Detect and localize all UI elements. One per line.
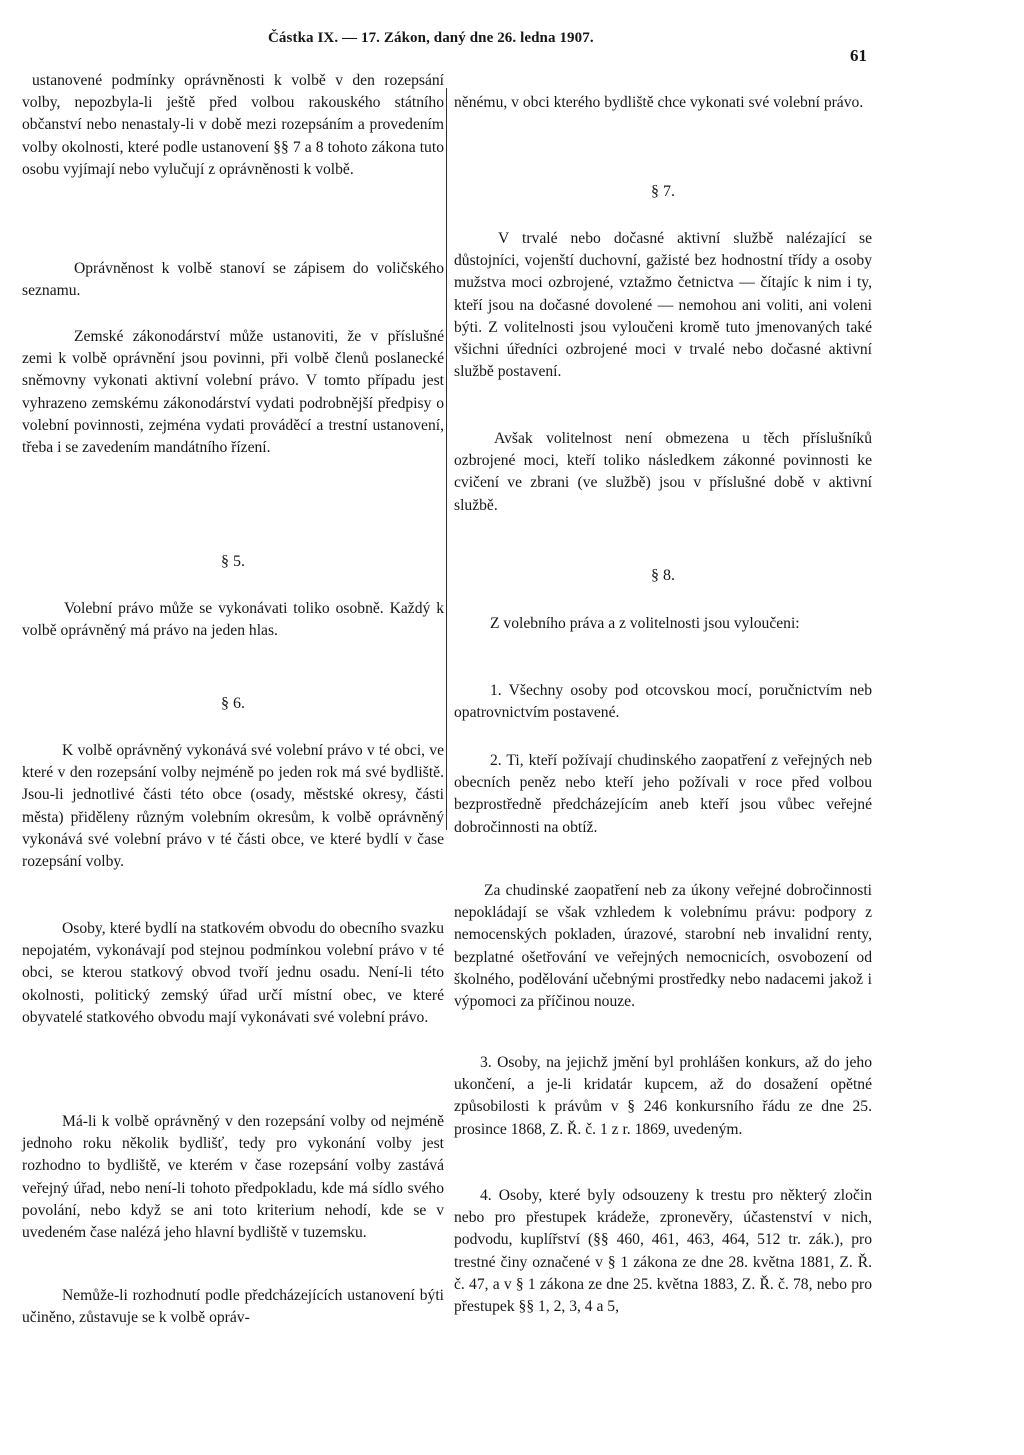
- paragraph: Volební právo může se vykonávati toliko osobně. Každý k volbě oprávněný má právo na jeden hlas.: [22, 600, 444, 640]
- paragraph: Nemůže-li rozhodnutí podle předcházejících ustanovení býti učiněno, zůstavuje se k volbě opráv-: [22, 1287, 444, 1327]
- paragraph: Z volebního práva a z volitelnosti jsou vyloučeni:: [490, 615, 800, 632]
- paragraph: V trvalé nebo dočasné aktivní službě nalézající se důstojníci, vojenští duchovní, gažisté bez hodnostní třídy a osoby mužstva moci ozbrojené, vztažmo četnictva — čítajíc k nim i ty, kteří jsou na dočasné dovolené — nemohou ani voliti, ani voleni býti. Z volitelnosti jsou vyloučeni kromě tuto jmenovaných také všichni úředníci ozbrojené moci v trvalé nebo dočasné aktivní službě postavení.: [454, 230, 872, 381]
- list-item: 4. Osoby, které byly odsouzeny k trestu pro některý zločin nebo pro přestupek krádeže, zpronevěry, účastenství v nich, podvodu, kuplířství (§§ 460, 461, 463, 464, 512 tr. zák.), pro trestné činy označené v § 1 zákona ze dne 28. května 1881, Z. Ř. č. 47, a v § 1 zákona ze dne 25. května 1883, Z. Ř. č. 78, nebo pro přestupek §§ 1, 2, 3, 4 a 5,: [454, 1187, 872, 1316]
- list-item: 1. Všechny osoby pod otcovskou mocí, poručnictvím neb opatrovnictvím postavené.: [454, 682, 872, 722]
- section-heading: § 7.: [651, 183, 675, 200]
- paragraph: K volbě oprávněný vykonává své volební právo v té obci, ve které v den rozepsání volby nejméně po jeden rok má své bydliště. Jsou-li jednotlivé části této obce (osady, městské okresy, části města) přiděleny různým volebním okresům, k volbě oprávněný vykonává své volební právo v té části obce, ve které bydlí v čase rozepsání volby.: [22, 742, 444, 871]
- list-item: 2. Ti, kteří požívají chudinského zaopatření z veřejných neb obecních peněz nebo kteří jeho požívali v roce před volbou bezprostředně předcházejícím aneb kteří jsou vůbec veřejné dobročinnosti na obtíž.: [454, 752, 872, 836]
- section-heading: § 6.: [221, 695, 245, 712]
- paragraph: něnému, v obci kterého bydliště chce vykonati své volební právo.: [454, 94, 864, 111]
- page-header: Částka IX. — 17. Zákon, daný dne 26. ledna 1907.: [268, 30, 594, 46]
- paragraph: Osoby, které bydlí na statkovém obvodu do obecního svazku nepojatém, vykonávají pod stejnou podmínkou volební právo v té obci, se kterou statkový obvod tvoří jednu osadu. Není-li této okolnosti, politický zemský úřad určí místní obec, ve které obyvatelé statkového obvodu mají vykonávati své volební právo.: [22, 920, 444, 1026]
- page-number: 61: [850, 46, 867, 65]
- paragraph: Zemské zákonodárství může ustanoviti, že v příslušné zemi k volbě oprávnění jsou povinni, při volbě členů poslanecké sněmovny vykonati aktivní volební právo. V tomto případu jest vyhrazeno zemskému zákonodárství vydati podrobnější předpisy o volební povinnosti, zejména vydati prováděcí a trestní ustanovení, třeba i se zavedením mandátního řízení.: [22, 328, 444, 457]
- paragraph: Oprávněnost k volbě stanoví se zápisem do voličského seznamu.: [22, 260, 444, 300]
- section-heading: § 5.: [221, 553, 245, 570]
- section-heading: § 8.: [651, 567, 675, 584]
- column-divider: [446, 88, 447, 830]
- paragraph: Má-li k volbě oprávněný v den rozepsání volby od nejméně jednoho roku několik bydlišť, tedy pro vykonání volby jest rozhodno to bydliště, ve kterém v čase rozepsání volby zastává veřejný úřad, nebo není-li tohoto předpokladu, kde má sídlo svého povolání, nebo když se ani toto kriterium nehodí, kde se v uvedeném čase nalézá jeho hlavní bydliště v tuzemsku.: [22, 1113, 444, 1242]
- list-item: 3. Osoby, na jejichž jmění byl prohlášen konkurs, až do jeho ukončení, a je-li kridatár kupcem, až do dosažení opětné způsobilosti k právům v § 246 konkursního řádu ze dne 25. prosince 1868, Z. Ř. č. 1 z r. 1869, uvedeným.: [454, 1054, 872, 1138]
- paragraph: Za chudinské zaopatření neb za úkony veřejné dobročinnosti nepokládají se však vzhledem k volebnímu právu: podpory z nemocenských pokladen, úrazové, starobní neb invalidní renty, bezplatné ošetřování ve veřejných nemocnicích, osvobození od školného, podělování učebnými prostředky nebo nadacemi jakož i výpomoci za příčinou nouze.: [454, 882, 872, 1011]
- paragraph: Avšak volitelnost není obmezena u těch příslušníků ozbrojené moci, kteří toliko následkem zákonné povinnosti ke cvičení ve zbrani (ve službě) jsou v příslušné době v aktivní službě.: [454, 430, 872, 514]
- paragraph: ustanovené podmínky oprávněnosti k volbě v den rozepsání volby, nepozbyla-li ještě před volbou rakouského státního občanství nebo nenastaly-li v době mezi rozepsáním a provedením volby okolnosti, které podle ustanovení §§ 7 a 8 tohoto zákona tuto osobu vyjímají nebo vylučují z oprávněnosti k volbě.: [22, 72, 444, 178]
